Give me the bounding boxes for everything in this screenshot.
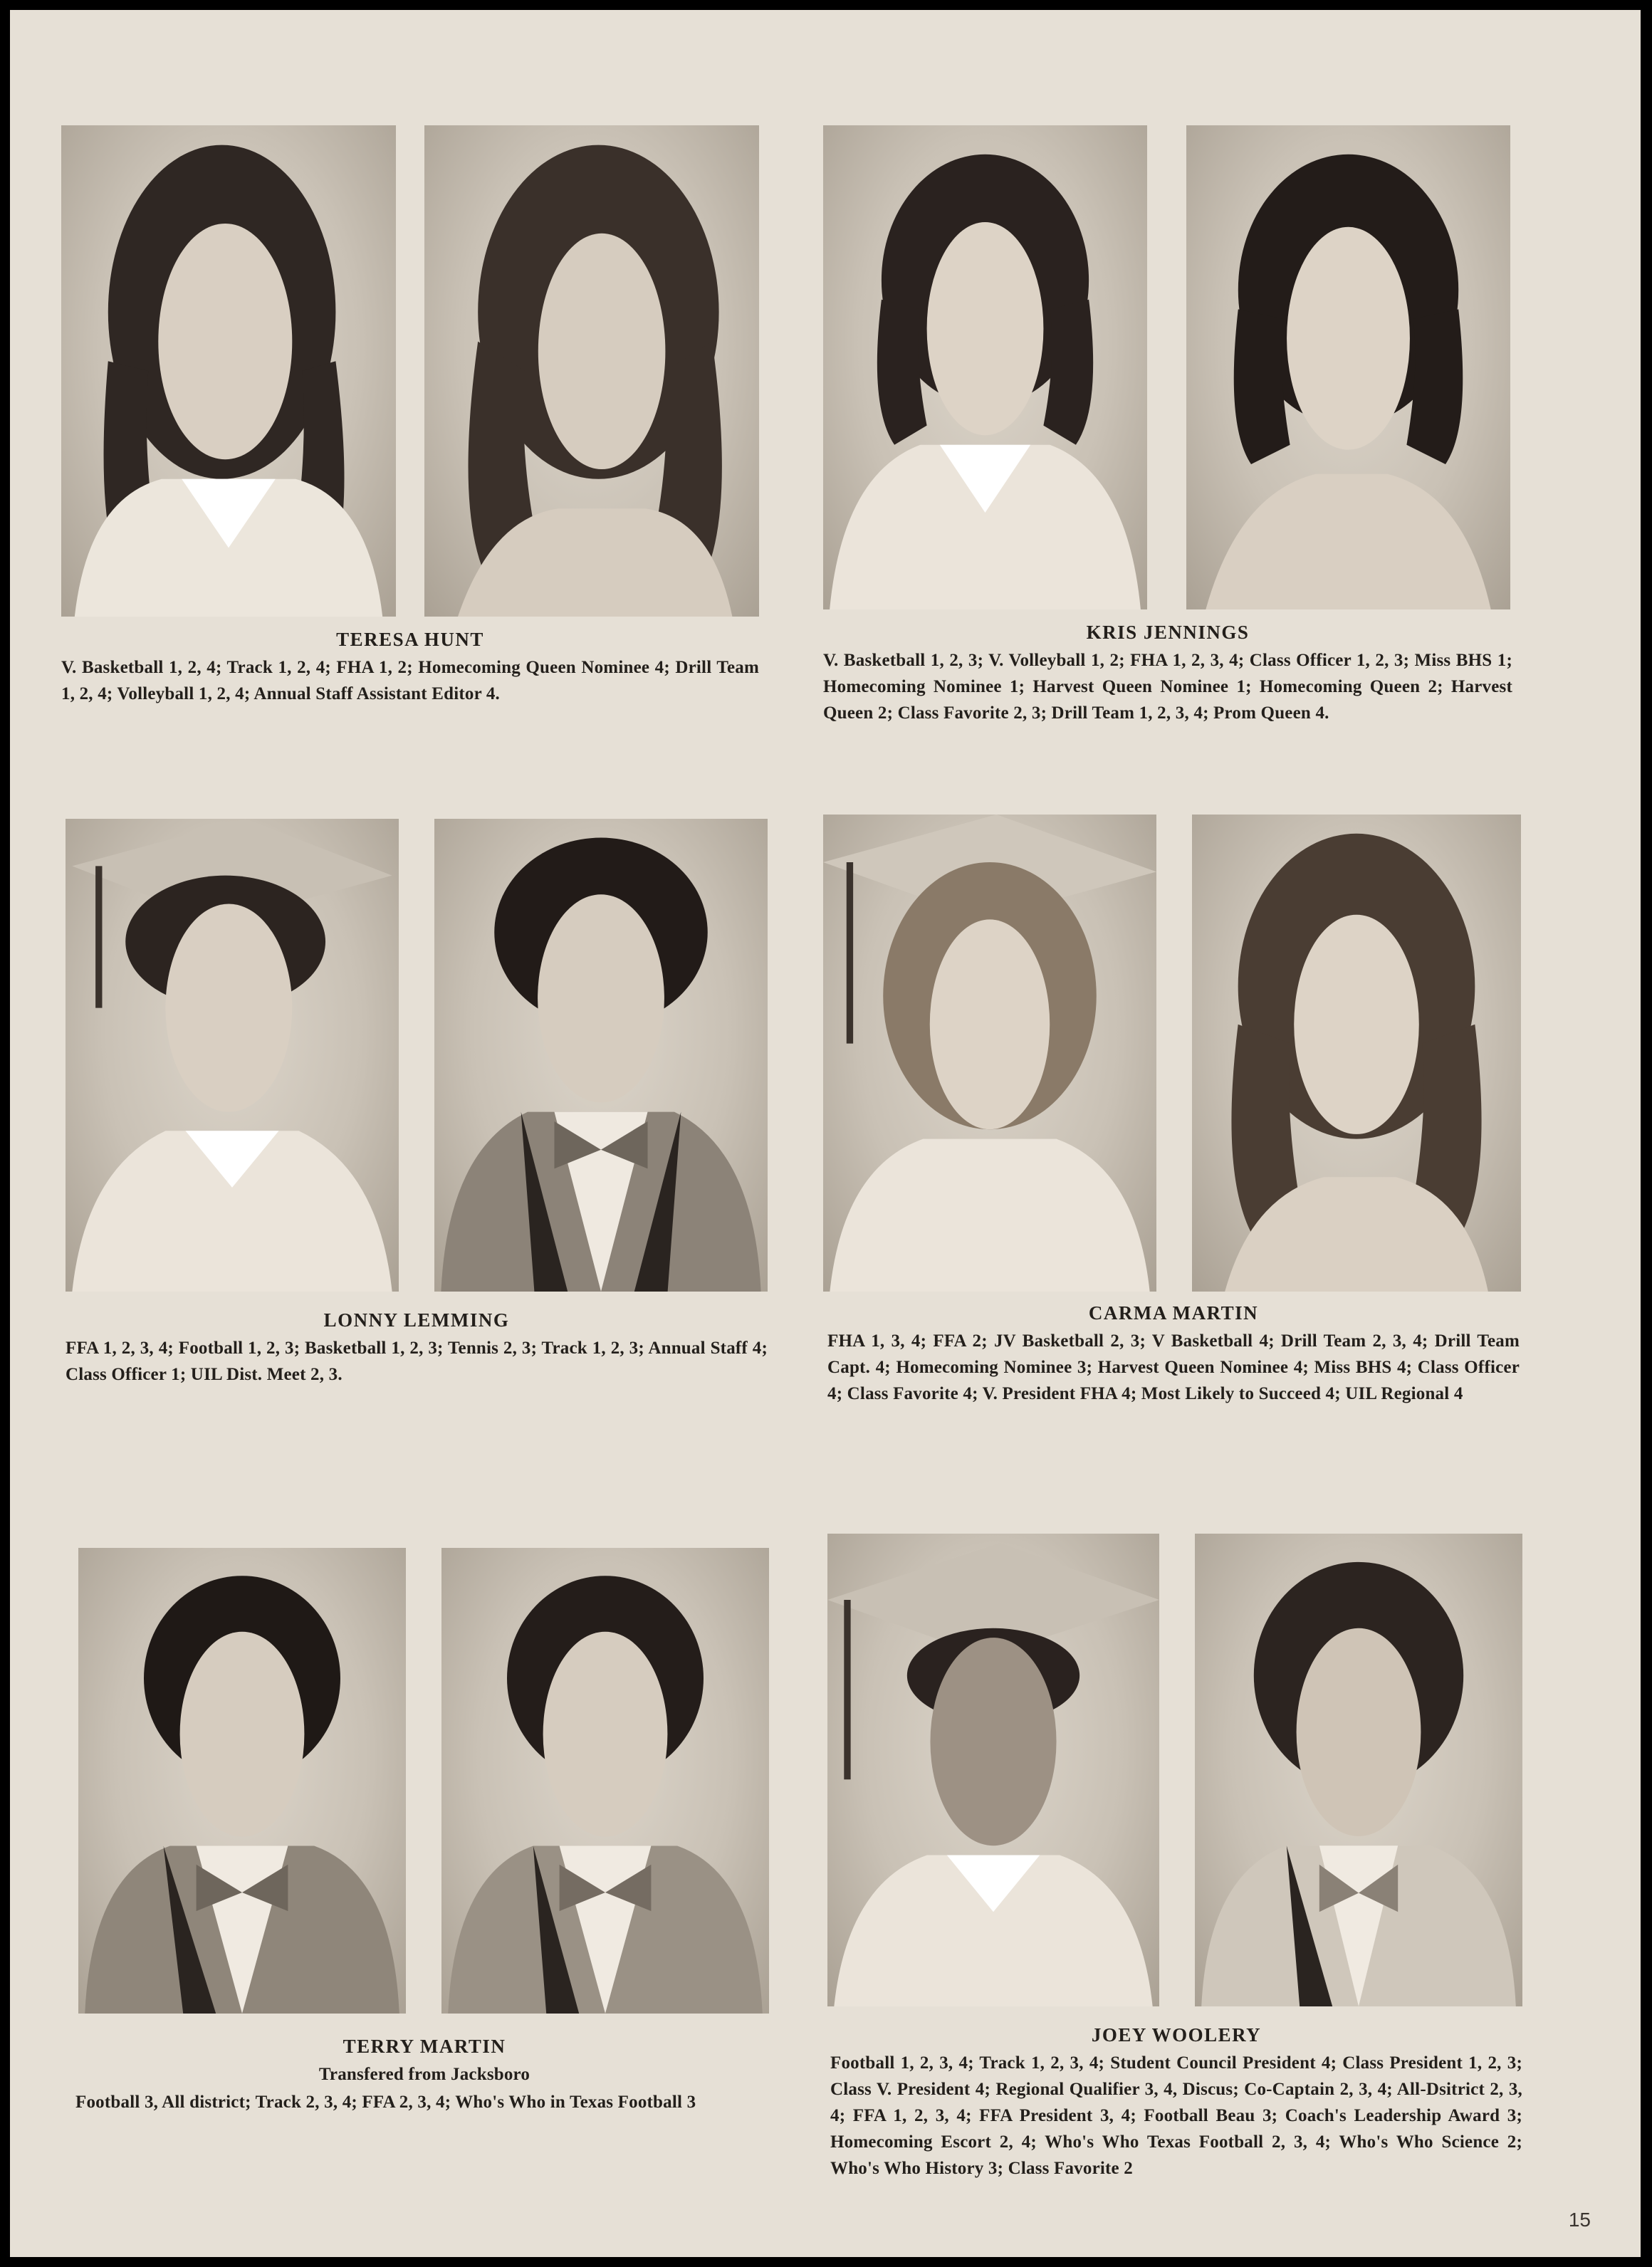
student-name: CARMA MARTIN: [1088, 1302, 1259, 1324]
yearbook-page: [10, 10, 1641, 2257]
terry-martin-portrait-photo-1: [78, 1548, 406, 2014]
carma-martin-cap-gown-photo: [823, 815, 1156, 1292]
lonny-lemming-cap-gown-photo: [66, 819, 399, 1292]
student-activities: Football 1, 2, 3, 4; Track 1, 2, 3, 4; Student Council President 4; Class President 1, 2, 3; Class V. President 4; Regional Qualifier 3, 4, Discus; Co-Captain 2, 3, 4; All-Dsitrict 2, 3, 4; FFA 1, 2, 3, 4; FFA President 3, 4; Football Beau 3; Coach's Leadership Award 3; Homecoming Escort 2, 4; Who's Who Texas Football 2, 3, 4; Who's Who Science 2; Who's Who History 3; Class Favorite 2: [830, 2053, 1522, 2178]
kris-jennings-cap-gown-photo: [823, 125, 1147, 609]
student-activities: V. Basketball 1, 2, 4; Track 1, 2, 4; FHA 1, 2; Homecoming Queen Nominee 4; Drill Team 1, 2, 4; Volleyball 1, 2, 4; Annual Staff Assistant Editor 4.: [61, 658, 759, 703]
carma-martin-portrait-photo: [1192, 815, 1521, 1292]
joey-woolery-caption: [830, 2022, 1522, 2182]
student-name: TERRY MARTIN: [343, 2036, 506, 2057]
student-name: TERESA HUNT: [336, 629, 484, 650]
teresa-hunt-portrait-photo: [424, 125, 759, 617]
student-note: Transfered from Jacksboro: [318, 2065, 530, 2084]
student-name: KRIS JENNINGS: [1086, 622, 1250, 643]
student-activities: FHA 1, 3, 4; FFA 2; JV Basketball 2, 3; V Basketball 4; Drill Team 2, 3, 4; Drill Team Capt. 4; Homecoming Nominee 3; Harvest Queen Nominee 4; Miss BHS 4; Class Officer 4; Class Favorite 4; V. President FHA 4; Most Likely to Succeed 4; UIL Regional 4: [827, 1331, 1520, 1403]
page-number: 15: [1568, 2209, 1591, 2231]
teresa-hunt-cap-gown-photo: [61, 125, 396, 617]
student-activities: V. Basketball 1, 2, 3; V. Volleyball 1, 2; FHA 1, 2, 3, 4; Class Officer 1, 2, 3; Miss BHS 1; Homecoming Nominee 1; Harvest Queen Nominee 1; Homecoming Queen 2; Harvest Queen 2; Class Favorite 2, 3; Drill Team 1, 2, 3, 4; Prom Queen 4.: [823, 651, 1512, 723]
joey-woolery-portrait-photo: [1195, 1534, 1522, 2006]
lonny-lemming-caption: [66, 1307, 768, 1388]
student-name: JOEY WOOLERY: [1091, 2024, 1262, 2046]
carma-martin-caption: [827, 1300, 1520, 1407]
student-activities: Football 3, All district; Track 2, 3, 4; FFA 2, 3, 4; Who's Who in Texas Football 3: [75, 2093, 696, 2112]
joey-woolery-cap-gown-photo: [827, 1534, 1159, 2006]
terry-martin-portrait-photo-2: [441, 1548, 769, 2014]
kris-jennings-caption: [823, 619, 1512, 726]
student-name: LONNY LEMMING: [323, 1309, 510, 1331]
teresa-hunt-caption: [61, 627, 759, 707]
terry-martin-caption: [75, 2033, 773, 2115]
kris-jennings-portrait-photo: [1186, 125, 1510, 609]
lonny-lemming-portrait-photo: [434, 819, 768, 1292]
student-activities: FFA 1, 2, 3, 4; Football 1, 2, 3; Basketball 1, 2, 3; Tennis 2, 3; Track 1, 2, 3; Annual Staff 4; Class Officer 1; UIL Dist. Meet 2, 3.: [66, 1339, 768, 1384]
